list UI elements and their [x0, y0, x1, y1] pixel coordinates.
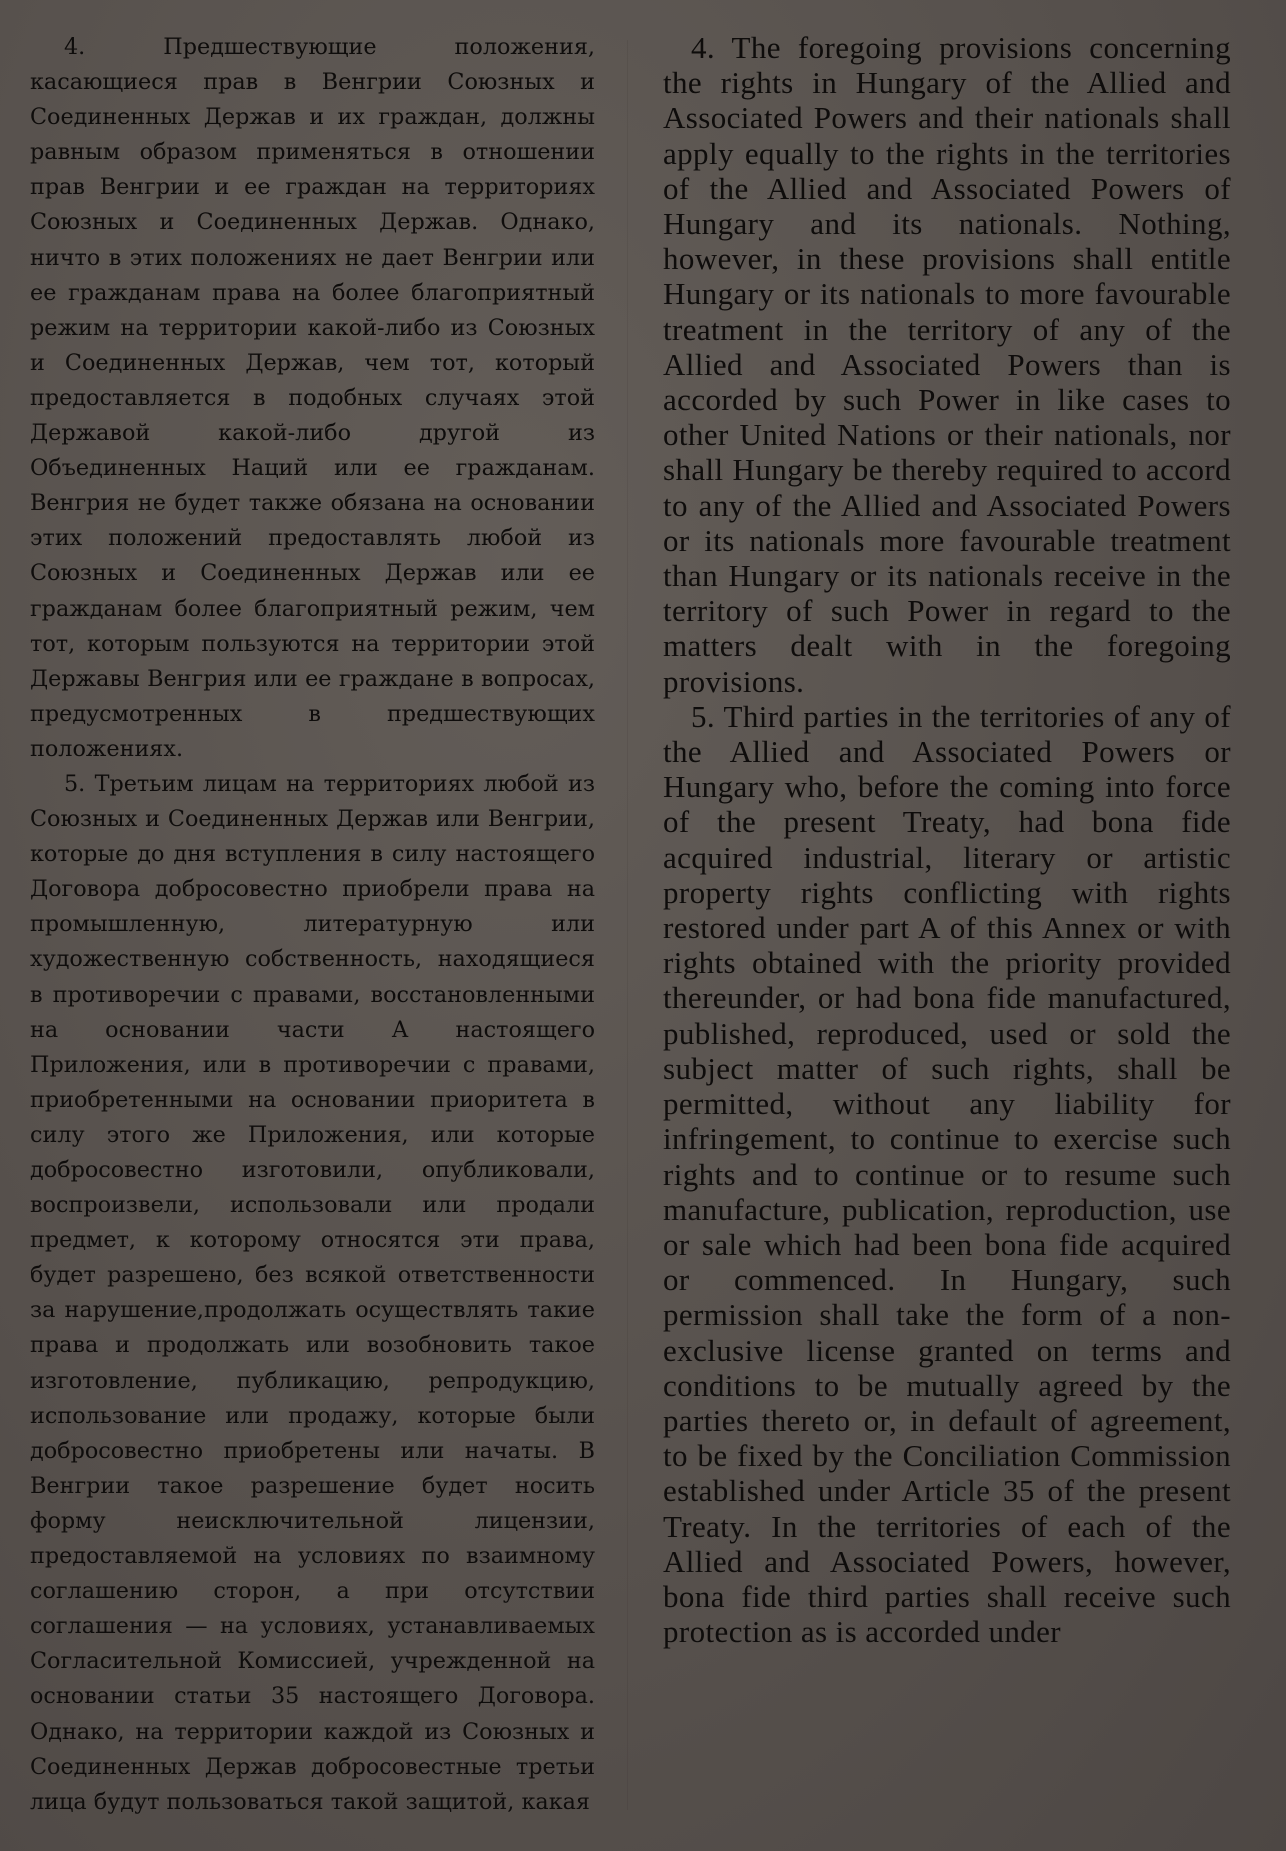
english-text-column [663, 30, 1231, 1649]
column-divider [627, 40, 628, 1810]
russian-paragraph-4: 4. Предшествующие положения, касающиеся прав в Венгрии Союзных и Соединенных Держав и их граждан, должны равным образом применяться в отношении прав Венгрии и ее граждан на территориях Союзных и Соединенных Держав. Однако, ничто в этих положениях не дает Венгрии или ее гражданам права на более благоприятный режим на территории какой-либо из Союзных и Соединенных Держав, чем тот, который предоставляется в подобных случаях этой Державой какой-либо другой из Объединенных Наций или ее гражданам. Венгрия не будет также обязана на основании этих положений предоставлять любой из Союзных и Соединенных Держав или ее гражданам более благоприятный режим, чем тот, которым пользуются на территории этой Державы Венгрия или ее граждане в вопросах, предусмотренных в предшествующих положениях. [30, 34, 595, 762]
english-paragraph-5: 5. Third parties in the territories of any of the Allied and Associated Powers or Hungary who, before the coming into force of the present Treaty, had bona fide acquired industrial, literary or artistic property rights conflicting with rights restored under part A of this Annex or with rights obtained with the priority provided thereunder, or had bona fide manufactured, published, reproduced, used or sold the subject matter of such rights, shall be permitted, without any liability for infringement, to continue to exercise such rights and to continue or to resume such manufacture, publication, reproduction, use or sale which had been bona fide acquired or commenced. In Hungary, such permission shall take the form of a non-exclusive license granted on terms and conditions to be mutually agreed by the parties thereto or, in default of agreement, to be fixed by the Conciliation Commission established under Article 35 of the present Treaty. In the territories of each of the Allied and Associated Powers, however, bona fide third parties shall receive such protection as is accorded under [663, 698, 1231, 1650]
russian-text-column [30, 30, 595, 1820]
russian-paragraph-5: 5. Третьим лицам на территориях любой из Союзных и Соединенных Держав или Венгрии, которые до дня вступления в силу настоящего Договора добросовестно приобрели права на промышленную, литературную или художественную собственность, находящиеся в противоречии с правами, восстановленными на основании части А настоящего Приложения, или в противоречии с правами, приобретенными на основании приоритета в силу этого же Приложения, или которые добросовестно изготовили, опубликовали, воспроизвели, использовали или продали предмет, к которому относятся эти права, будет разрешено, без всякой ответственности за нарушение,продолжать осуществлять такие права и продолжать или возобновить такое изготовление, публикацию, репродукцию, использование или продажу, которые были добросовестно приобретены или начаты. В Венгрии такое разрешение будет носить форму неисключительной лицензии, предоставляемой на условиях по взаимному соглашению сторон, а при отсутствии соглашения — на условиях, устанавливаемых Согласительной Комиссией, учрежденной на основании статьи 35 настоящего Договора. Однако, на территории каждой из Союзных и Соединенных Держав добросовестные третьи лица будут пользоваться такой защитой, какая [30, 770, 595, 1815]
english-paragraph-4: 4. The foregoing provisions concerning the rights in Hungary of the Allied and Associated Powers and their nationals shall apply equally to the rights in the territories of the Allied and Associated Powers of Hungary and its nationals. Nothing, however, in these provisions shall entitle Hungary or its nationals to more favourable treatment in the territory of any of the Allied and Associated Powers than is accorded by such Power in like cases to other United Nations or their nationals, nor shall Hungary be thereby required to accord to any of the Allied and Associated Powers or its nationals more favourable treatment than Hungary or its nationals receive in the territory of such Power in regard to the matters dealt with in the foregoing provisions. [663, 30, 1231, 699]
